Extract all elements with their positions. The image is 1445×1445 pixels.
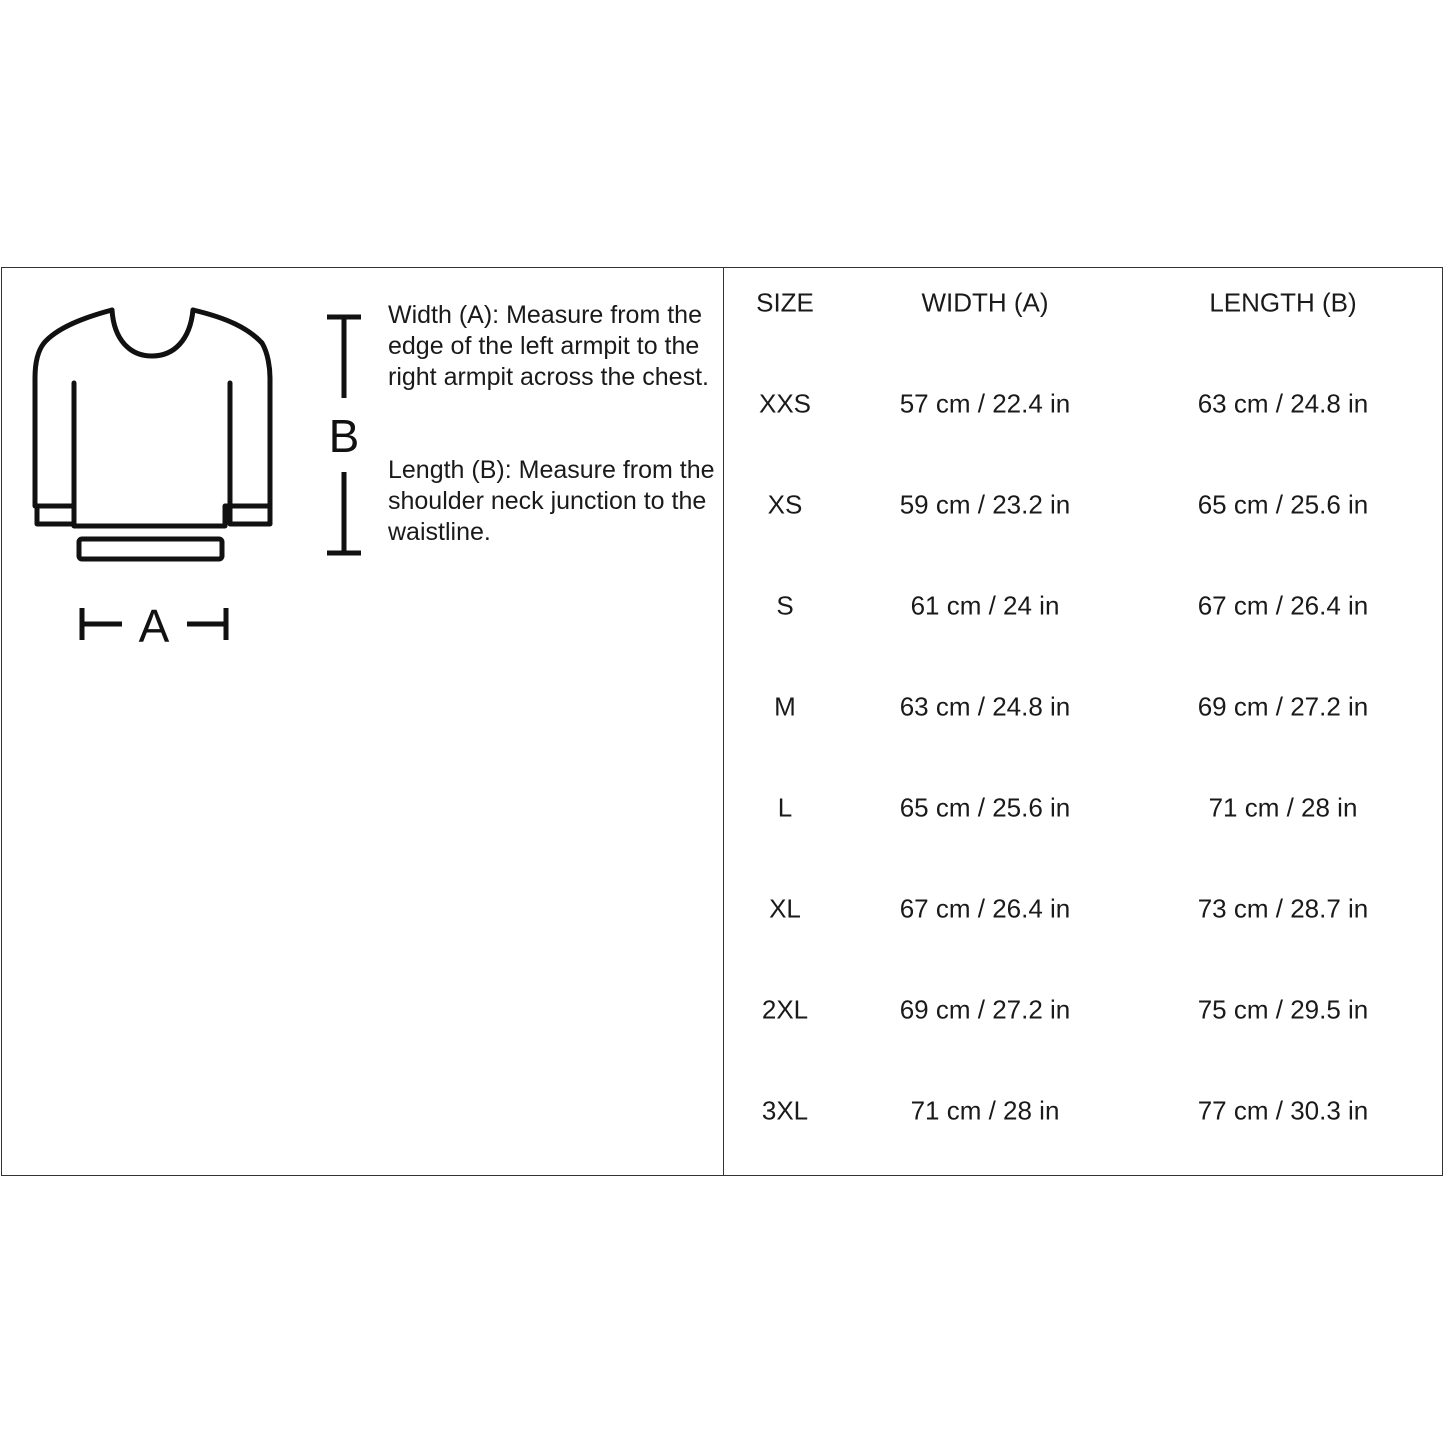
row-size: 3XL — [761, 1095, 809, 1126]
row-length: 63 cm / 24.8 in — [1197, 388, 1369, 419]
sweater-icon — [35, 310, 270, 559]
row-width: 69 cm / 27.2 in — [899, 994, 1071, 1025]
header-size: SIZE — [756, 287, 814, 318]
row-length: 71 cm / 28 in — [1208, 792, 1358, 823]
header-length: LENGTH (B) — [1209, 287, 1357, 318]
row-width: 71 cm / 28 in — [910, 1095, 1060, 1126]
sweater-diagram — [22, 298, 292, 658]
width-marker-label: A — [138, 600, 170, 652]
size-chart — [1, 267, 1443, 1176]
row-width: 57 cm / 22.4 in — [899, 388, 1071, 419]
width-description: Width (A): Measure from the edge of the left armpit to the right armpit across the chest. — [388, 301, 709, 391]
row-size: XS — [767, 489, 803, 520]
length-description: Length (B): Measure from the shoulder neck junction to the waistline. — [388, 456, 715, 546]
row-size: 2XL — [761, 994, 809, 1025]
row-size: XL — [769, 893, 801, 924]
row-width: 67 cm / 26.4 in — [899, 893, 1071, 924]
row-length: 75 cm / 29.5 in — [1197, 994, 1369, 1025]
length-marker-label: B — [328, 410, 360, 462]
length-marker-svg — [320, 312, 370, 562]
row-size: M — [774, 691, 796, 722]
row-width: 61 cm / 24 in — [910, 590, 1060, 621]
row-length: 77 cm / 30.3 in — [1197, 1095, 1369, 1126]
row-size: XXS — [758, 388, 812, 419]
row-length: 65 cm / 25.6 in — [1197, 489, 1369, 520]
column-divider — [723, 268, 724, 1175]
row-length: 73 cm / 28.7 in — [1197, 893, 1369, 924]
row-width: 65 cm / 25.6 in — [899, 792, 1071, 823]
row-width: 59 cm / 23.2 in — [899, 489, 1071, 520]
row-length: 69 cm / 27.2 in — [1197, 691, 1369, 722]
row-width: 63 cm / 24.8 in — [899, 691, 1071, 722]
header-width: WIDTH (A) — [921, 287, 1049, 318]
row-size: L — [777, 792, 793, 823]
row-length: 67 cm / 26.4 in — [1197, 590, 1369, 621]
row-size: S — [776, 590, 794, 621]
